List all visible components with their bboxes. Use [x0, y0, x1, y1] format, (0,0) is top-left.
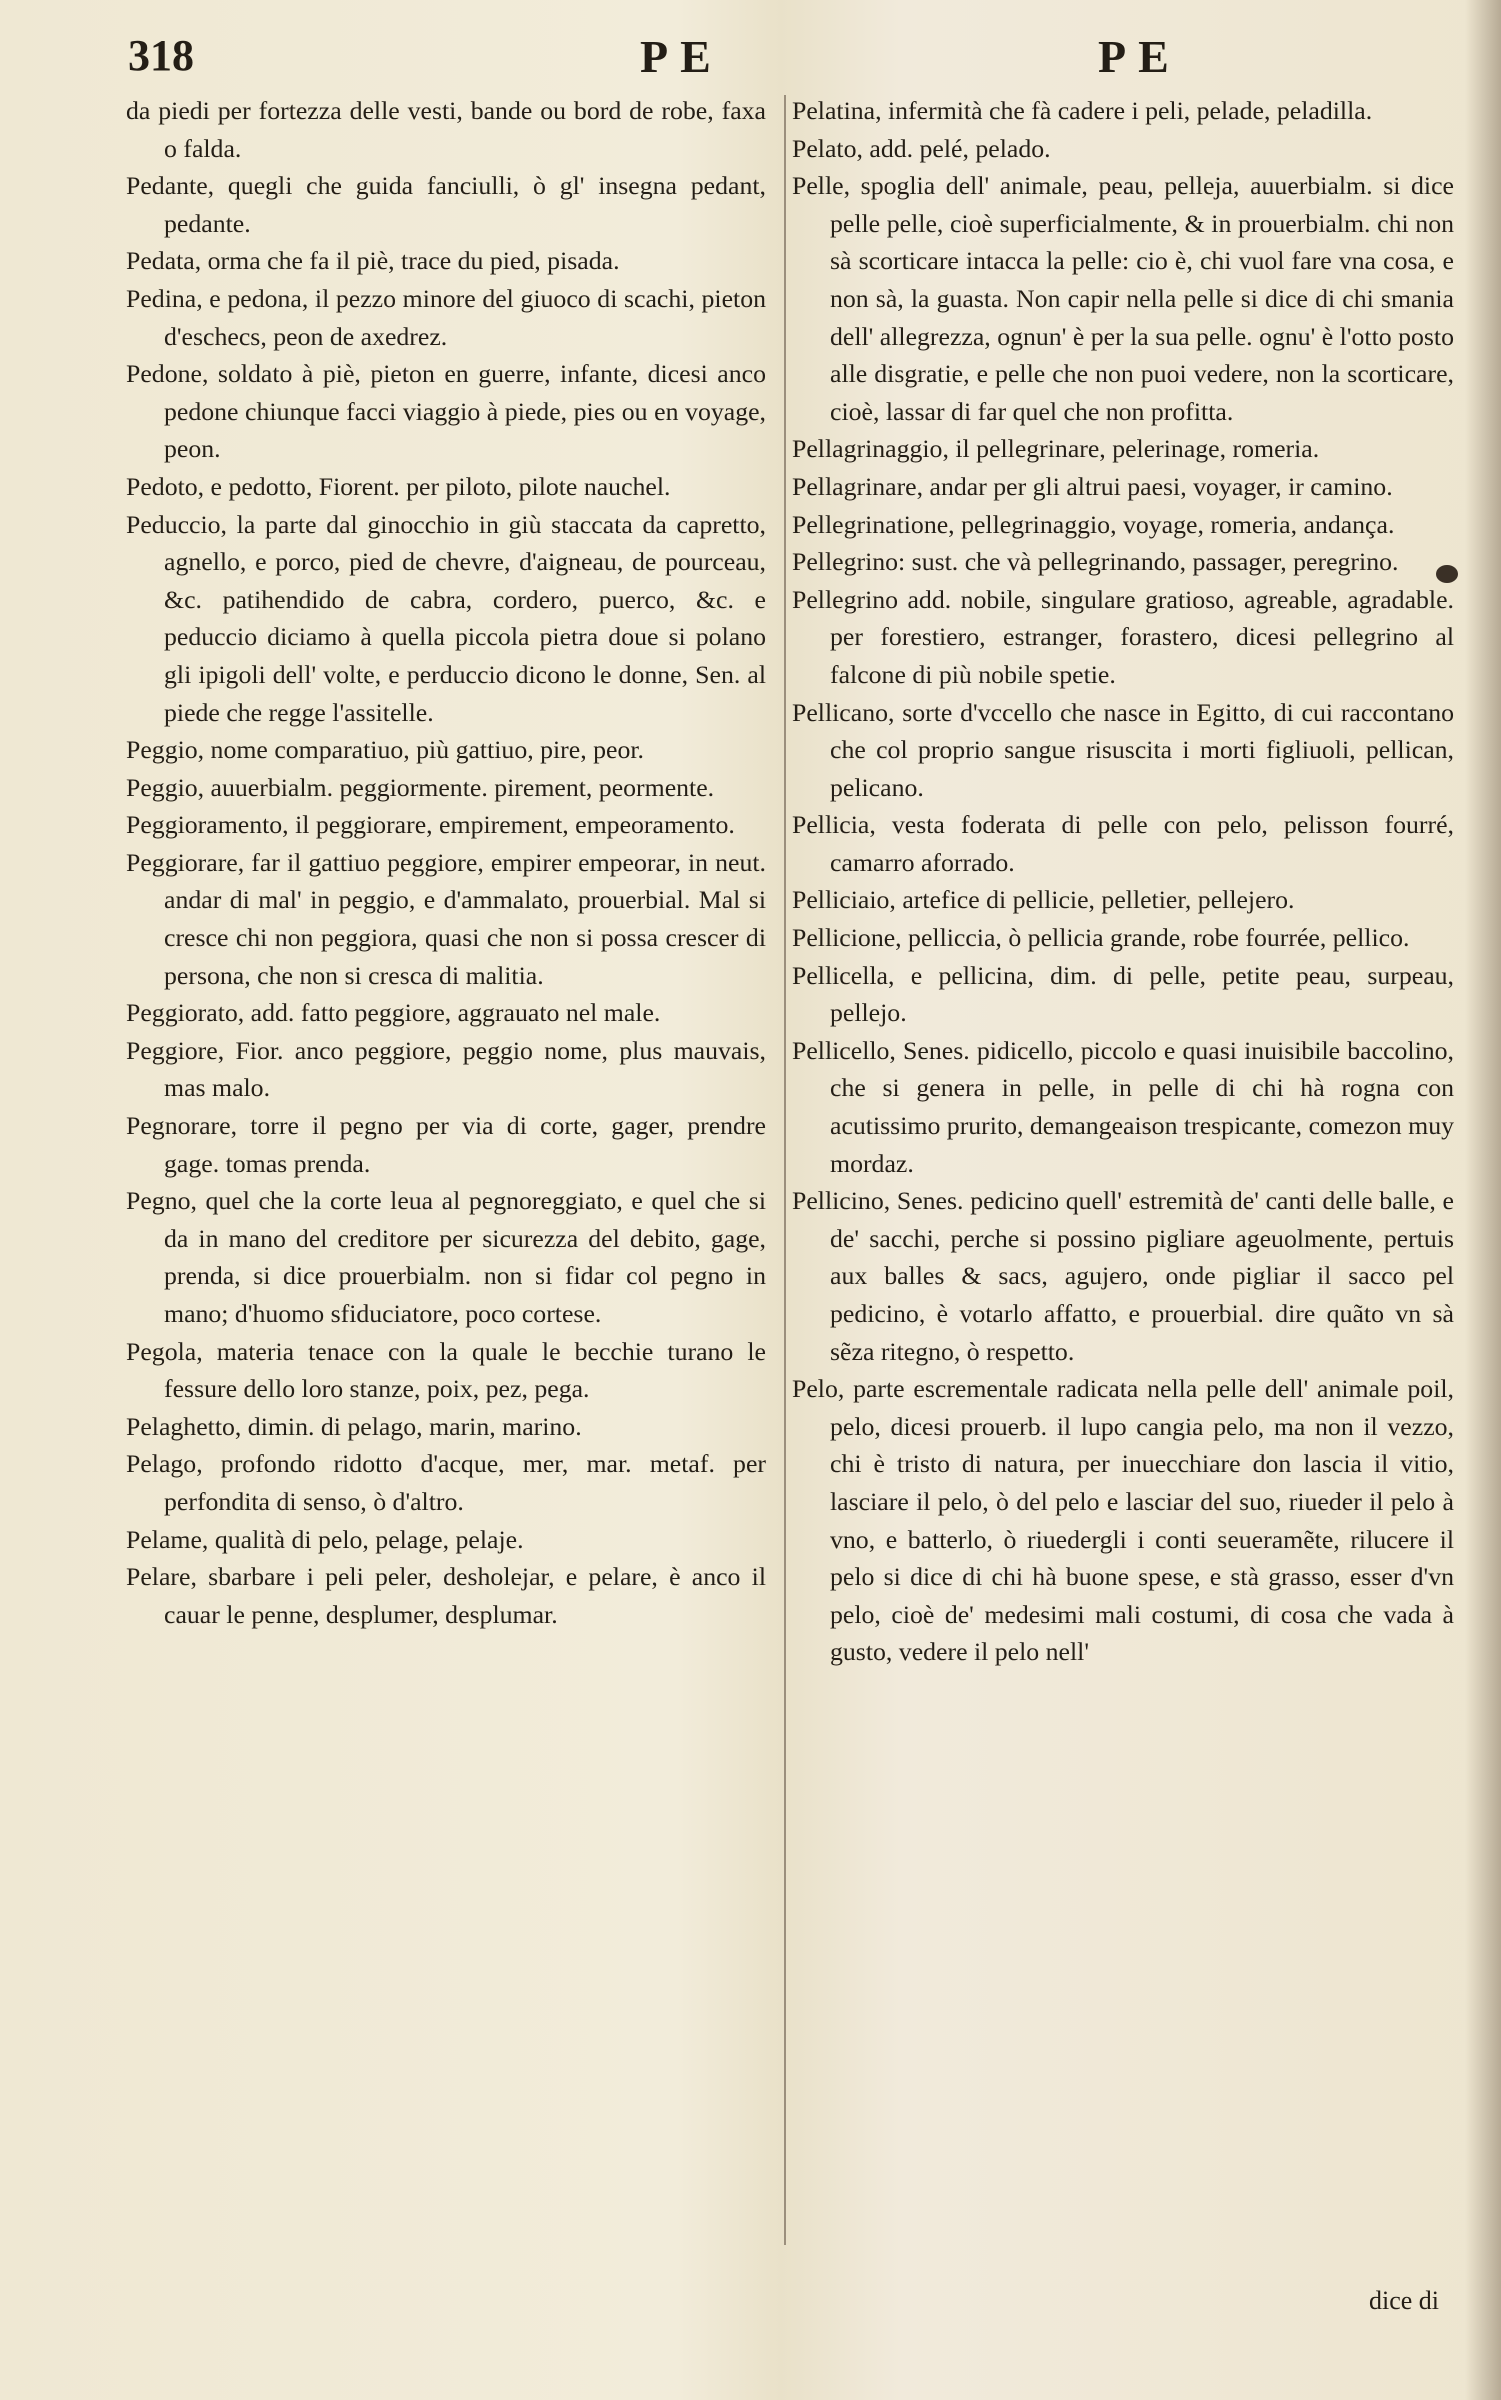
entry: Pelo, parte escrementale radicata nella pelle dell' animale poil, pelo, dicesi prouerb. il lupo cangia pelo, ma non il vezzo, chi è tristo di natura, per inuecchiare don lascia il vitio, lasciare il pelo, ò del pelo e lasciar del suo, riueder il pelo à vno, e batterlo, ò riuedergli i conti seueramẽte, rilucere il pelo si dice di chi hà buone spese, e stà grasso, esser d'vn pelo, cioè de' medesimi mali costumi, di cosa che vada à gusto, vedere il pelo nell' — [792, 1374, 1454, 1667]
entry: Pelare, sbarbare i peli peler, desholejar, e pelare, è anco il cauar le penne, desplumer, desplumar. — [126, 1562, 766, 1629]
entry: Peggioramento, il peggiorare, empirement, empeoramento. — [126, 810, 735, 840]
entry: Pelliciaio, artefice di pellicie, pelletier, pellejero. — [792, 885, 1295, 915]
entry: Peggiorare, far il gattiuo peggiore, empirer empeorar, in neut. andar di mal' in peggio, e d'ammalato, prouerbial. Mal si cresce chi non peggiora, quasi che non si possa crescer di persona, che non si cresca di malitia. — [126, 847, 766, 990]
entry: Peggiore, Fior. anco peggiore, peggio nome, plus mauvais, mas malo. — [126, 1035, 766, 1103]
entry: Pelago, profondo ridotto d'acque, mer, mar. metaf. per perfondita di senso, ò d'altro. — [126, 1449, 766, 1516]
entry: Pelatina, infermità che fà cadere i peli, pelade, peladilla. — [792, 96, 1373, 125]
entry: Pellegrinatione, pellegrinaggio, voyage, romeria, andança. — [792, 509, 1395, 539]
entry: Pelame, qualità di pelo, pelage, pelaje. — [126, 1524, 524, 1554]
entry: Pellicione, pelliccia, ò pellicia grande, robe fourrée, pellico. — [792, 923, 1410, 953]
entry: Pedante, quegli che guida fanciulli, ò gl' insegna pedant, pedante. — [126, 171, 766, 238]
entry: Pegnorare, torre il pegno per via di corte, gager, prendre gage. tomas prenda. — [126, 1111, 766, 1178]
entry: Peggiorato, add. fatto peggiore, aggrauato nel male. — [126, 998, 661, 1028]
entry: Pedina, e pedona, il pezzo minore del giuoco di scachi, pieton d'eschecs, peon de axedrez. — [126, 283, 766, 351]
entry: Pelaghetto, dimin. di pelago, marin, marino. — [126, 1411, 582, 1441]
entry: Pelle, spoglia dell' animale, peau, pelleja, auuerbialm. si dice pelle pelle, cioè superficialmente, & in prouerbialm. chi non sà scorticare intacca la pelle: cio è, chi vuol fare vna cosa, e non sà, la guasta. Non capir nella pelle si dice di chi smania dell' allegrezza, ognun' è per la sua pelle. ognu' è l'otto posto alle disgratie, e pelle che non puoi vedere, non la scorticare, cioè, lassar di far quel che non profitta. — [792, 171, 1454, 426]
entry: Pedone, soldato à piè, pieton en guerre, infante, dicesi anco pedone chiunque facci viaggio à piede, pies ou en voyage, peon. — [126, 359, 766, 464]
left-column — [126, 92, 766, 1633]
entry: Pellegrino add. nobile, singulare gratioso, agreable, agradable. per forestiero, estranger, forastero, dicesi pellegrino al falcone di più nobile spetie. — [792, 584, 1454, 689]
running-header-left: PE — [640, 31, 723, 82]
entry: Pellegrino: sust. che và pellegrinando, passager, peregrino. — [792, 547, 1399, 577]
entry: da piedi per fortezza delle vesti, bande ou bord de robe, faxa o falda. — [126, 96, 766, 163]
entry: Pellicano, sorte d'vccello che nasce in Egitto, di cui raccontano che col proprio sangue risuscita i morti figliuoli, pellican, pelicano. — [792, 697, 1454, 802]
entry: Pellagrinare, andar per gli altrui paesi, voyager, ir camino. — [792, 471, 1393, 501]
entry: Pedoto, e pedotto, Fiorent. per piloto, pilote nauchel. — [126, 471, 671, 501]
entry: Pellicella, e pellicina, dim. di pelle, petite peau, surpeau, pellejo. — [792, 960, 1454, 1028]
entry: Pellicello, Senes. pidicello, piccolo e quasi inuisibile baccolino, che si genera in pelle, in pelle di chi hà rogna con acutissimo prurito, demangeaison trespicante, comezon muy mordaz. — [792, 1035, 1454, 1178]
entry: Pegola, materia tenace con la quale le becchie turano le fessure dello loro stanze, poix, pez, pega. — [126, 1336, 766, 1404]
entry: Peggio, auuerbialm. peggiormente. pirement, peormente. — [126, 772, 715, 802]
entry: Peggio, nome comparatiuo, più gattiuo, pire, peor. — [126, 735, 644, 765]
entry: Peduccio, la parte dal ginocchio in giù staccata da capretto, agnello, e porco, pied de chevre, d'aigneau, de pourceau, &c. patihendido de cabra, cordero, puerco, &c. e peduccio diciamo à quella piccola pietra doue si polano gli ipigoli dell' volte, e perduccio dicono le donne, Sen. al piede che regge l'assitelle. — [126, 509, 766, 727]
entry: Pellagrinaggio, il pellegrinare, pelerinage, romeria. — [792, 434, 1320, 464]
entry: Pelato, add. pelé, pelado. — [792, 133, 1051, 163]
page-number: 318 — [128, 31, 194, 80]
column-divider — [784, 95, 786, 2245]
entry: Pellicia, vesta foderata di pelle con pelo, pelisson fourré, camarro aforrado. — [792, 810, 1454, 877]
right-column — [792, 92, 1454, 1671]
entry: Pegno, quel che la corte leua al pegnoreggiato, e quel che si da in mano del creditore per sicurezza del debito, gage, prenda, si dice prouerbialm. non si fidar col pegno in mano; d'huomo sfiduciatore, poco cortese. — [126, 1186, 766, 1328]
catchword: dice di — [1368, 2286, 1439, 2315]
running-header-right: PE — [1098, 31, 1181, 82]
page-edge-shadow — [1465, 0, 1501, 2400]
entry: Pellicino, Senes. pedicino quell' estremità de' canti delle balle, e de' sacchi, perche si possino pigliare ageuolmente, pertuis aux balles & sacs, agujero, onde pigliar il sacco pel pedicino, è votarlo affatto, e prouerbial. dire quãto vn sà sẽza ritegno, ò respetto. — [792, 1186, 1454, 1366]
entry: Pedata, orma che fa il piè, trace du pied, pisada. — [126, 246, 620, 276]
